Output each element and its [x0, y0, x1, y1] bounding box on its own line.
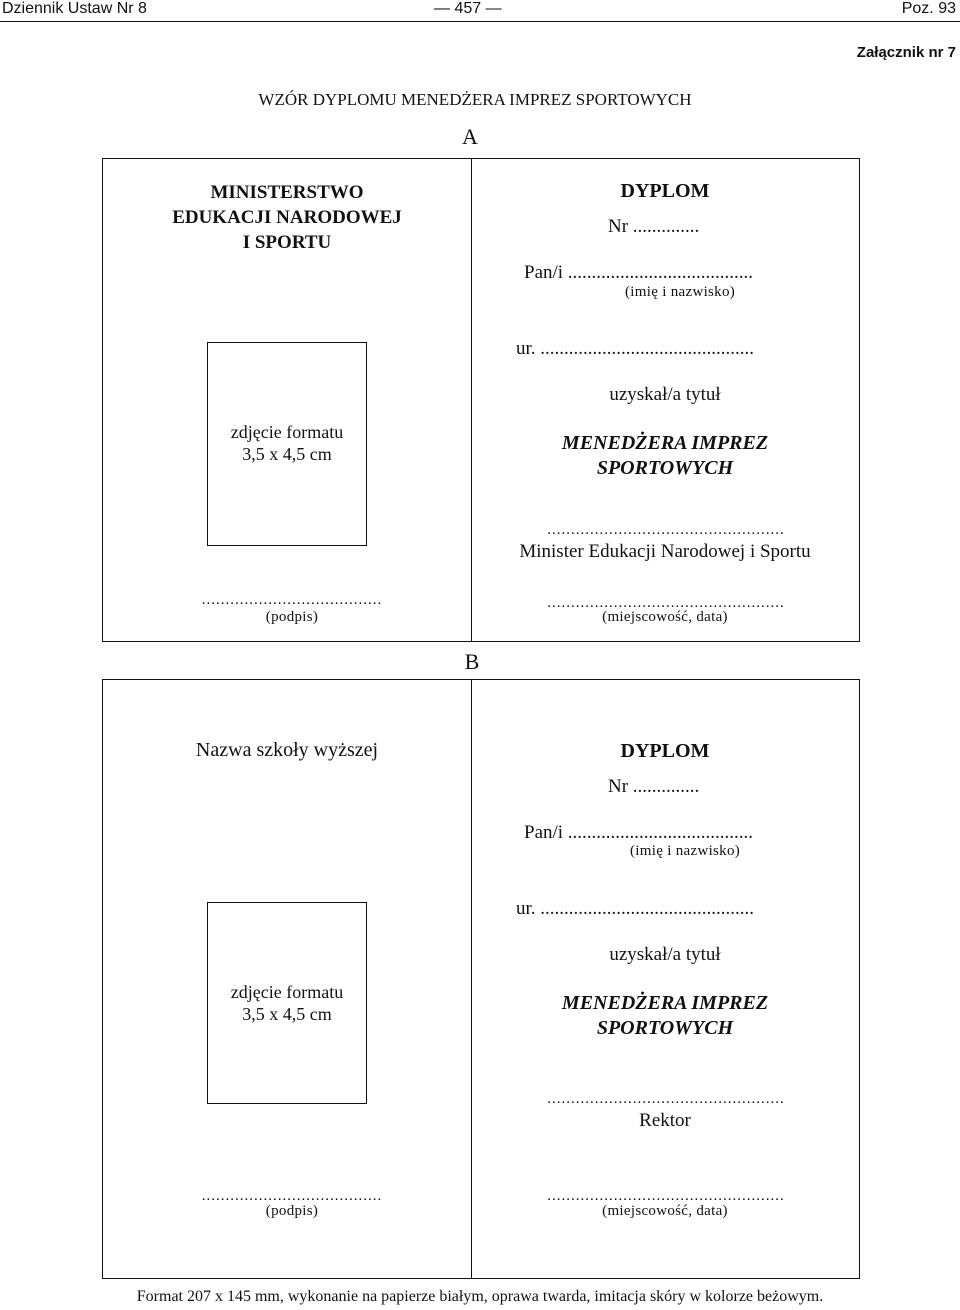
- diploma-heading-a: DYPLOM: [620, 180, 710, 202]
- obtained-title-b: uzyskał/a tytuł: [609, 944, 721, 965]
- header-rule: [0, 21, 960, 22]
- photo-size-line: 3,5 x 4,5 cm: [242, 444, 332, 464]
- signature-caption-a: (podpis): [265, 609, 319, 625]
- signature-line-a: ......................................: [201, 592, 383, 608]
- issuer-ministry: [102, 180, 472, 255]
- place-date-caption-b: (miejscowość, data): [602, 1203, 728, 1219]
- title-line: MENEDŻERA IMPREZ: [561, 992, 769, 1014]
- section-b-label: B: [464, 649, 480, 674]
- issuer-line: I SPORTU: [242, 232, 332, 253]
- university-name: Nazwa szkoły wyższej: [195, 739, 379, 761]
- format-note: Format 207 x 145 mm, wykonanie na papierze białym, oprawa twarda, imitacja skóry w kolorze beżowym.: [136, 1288, 824, 1305]
- holder-name-caption-a: (imię i nazwisko): [625, 284, 736, 300]
- diploma-b-fold: [471, 679, 472, 1279]
- professional-title-b: [500, 991, 830, 1041]
- photo-size-line: zdjęcie formatu: [230, 422, 344, 442]
- diploma-heading-b: DYPLOM: [620, 740, 710, 762]
- authority-signature-line-b: ..................................................: [547, 1091, 785, 1107]
- diploma-number-b: Nr ..............: [608, 776, 700, 797]
- authority-b: Rektor: [639, 1110, 691, 1131]
- obtained-title-a: uzyskał/a tytuł: [609, 384, 721, 405]
- photo-placeholder-b: [207, 902, 367, 1104]
- place-date-caption-a: (miejscowość, data): [602, 609, 728, 625]
- birth-line-b: ur. .............................................: [516, 898, 755, 919]
- issuer-line: EDUKACJI NARODOWEJ: [172, 207, 402, 228]
- title-line: SPORTOWYCH: [596, 457, 734, 479]
- diploma-number-a: Nr ..............: [608, 216, 700, 237]
- document-title: WZÓR DYPLOMU MENEDŻERA IMPREZ SPORTOWYCH: [258, 90, 692, 109]
- place-date-line-b: ..................................................: [547, 1188, 785, 1204]
- signature-caption-b: (podpis): [265, 1203, 319, 1219]
- photo-size-line: zdjęcie formatu: [230, 982, 344, 1002]
- section-a-label: A: [462, 124, 478, 149]
- holder-name-line-b: Pan/i .......................................: [524, 822, 754, 843]
- place-date-line-a: ..................................................: [547, 595, 785, 611]
- photo-placeholder-a: [207, 342, 367, 546]
- holder-name-line-a: Pan/i .......................................: [524, 262, 754, 283]
- holder-name-caption-b: (imię i nazwisko): [630, 843, 741, 859]
- title-line: SPORTOWYCH: [596, 1017, 734, 1039]
- birth-line-a: ur. .............................................: [516, 338, 755, 359]
- annex-label: Załącznik nr 7: [856, 44, 956, 61]
- authority-a: Minister Edukacji Narodowej i Sportu: [519, 541, 811, 562]
- title-line: MENEDŻERA IMPREZ: [561, 432, 769, 454]
- photo-size-line: 3,5 x 4,5 cm: [242, 1004, 332, 1024]
- issuer-line: MINISTERSTWO: [210, 182, 364, 203]
- page-number: — 457 —: [434, 0, 502, 17]
- journal-name: Dziennik Ustaw Nr 8: [2, 0, 147, 17]
- position-number: Poz. 93: [901, 0, 956, 17]
- professional-title-a: [500, 431, 830, 481]
- authority-signature-line-a: ..................................................: [547, 522, 785, 538]
- signature-line-b: ......................................: [201, 1188, 383, 1204]
